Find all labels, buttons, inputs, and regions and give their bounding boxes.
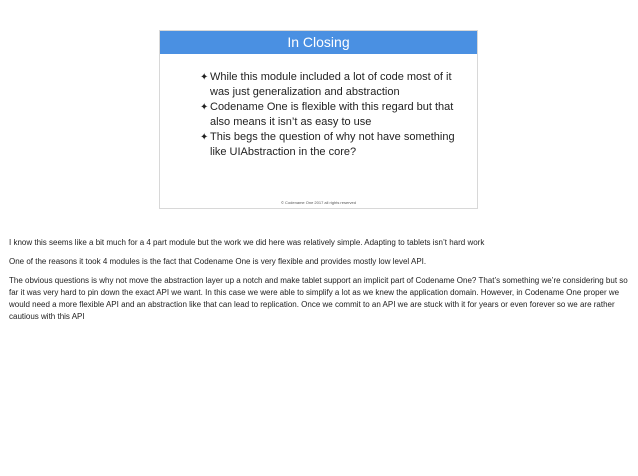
star-bullet-icon: ✦: [200, 102, 209, 113]
bullet-text: This begs the question of why not have something like UIAbstraction in the core?: [210, 131, 455, 158]
notes-paragraph: One of the reasons it took 4 modules is the fact that Codename One is very flexible and provides mostly low level API.: [9, 257, 427, 266]
bullet-item: [200, 100, 460, 130]
speaker-notes: [9, 237, 629, 330]
slide-thumbnail: [159, 30, 478, 209]
star-bullet-icon: ✦: [200, 72, 209, 83]
bullet-item: [200, 130, 460, 160]
slide-title: In Closing: [160, 31, 477, 54]
bullet-list: [200, 70, 460, 160]
notes-paragraph: The obvious questions is why not move the abstraction layer up a notch and make tablet support an implicit part of Codename One? That’s something we’re considering but so far it was very hard to pin down the exact API we want. In this case we were able to simplify a lot as we knew the application domain. However, in Codename One proper we would need a more flexible API and an abstraction like that can lead to replication. Once we commit to an API we are stuck with it for years or even forever so we are rather cautious with this API: [9, 276, 628, 321]
notes-paragraph: I know this seems like a bit much for a 4 part module but the work we did here was relatively simple. Adapting to tablets isn’t hard work: [9, 238, 485, 247]
star-bullet-icon: ✦: [200, 132, 209, 143]
bullet-text: While this module included a lot of code most of it was just generalization and abstraction: [210, 71, 452, 98]
bullet-item: [200, 70, 460, 100]
copyright-notice: © Codename One 2017 all rights reserved: [281, 200, 356, 205]
bullet-text: Codename One is flexible with this regard but that also means it isn’t as easy to use: [210, 101, 454, 128]
